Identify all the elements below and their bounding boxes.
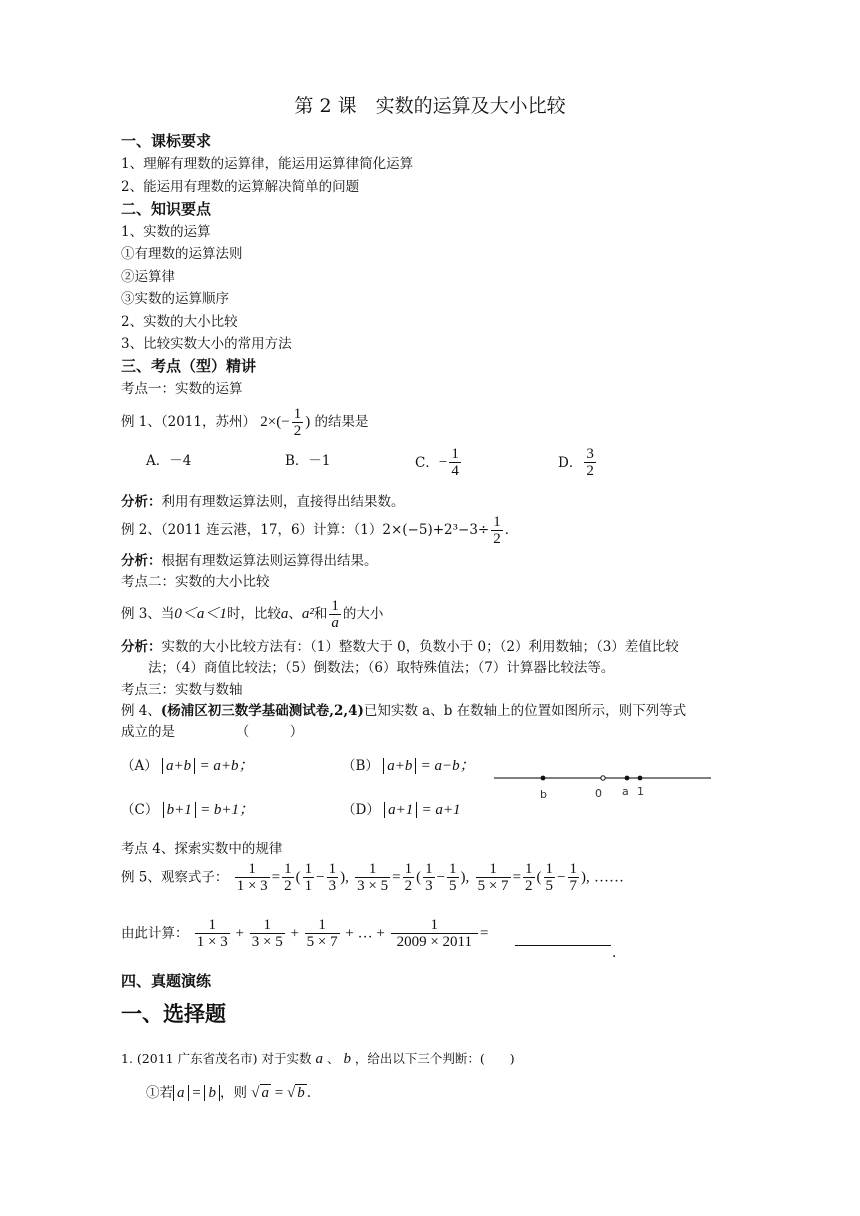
number-line-diagram [492, 766, 714, 802]
example-1-prefix: 例 1、（2011，苏州） [121, 414, 256, 430]
pattern-3-first [544, 861, 556, 894]
topic-2: 考点二：实数的大小比较 [121, 574, 270, 590]
example-2-prefix: 例 2、（2011 连云港，17，6）计算：（1）2×(−5)+2³−3÷ [121, 522, 490, 538]
option-a-abs: a+b [162, 758, 195, 774]
minus-sign: − [557, 869, 566, 886]
page-title: 第 2 课 实数的运算及大小比较 [294, 95, 566, 117]
analysis-3-line-2: 法；（4）商值比较法；（5）倒数法；（6）取特殊值法；（7）计算器比较法等。 [148, 660, 615, 676]
half-num: 1 [404, 861, 413, 877]
pattern-1-lhs-den: 1 × 3 [236, 878, 268, 894]
example-1-numerator: 1 [293, 406, 302, 422]
example-1-suffix: 的结果是 [314, 414, 369, 430]
example-1-option-d [558, 446, 598, 479]
section-heading-4: 四、真题演练 [121, 972, 212, 990]
q1-sep: 、 [326, 1051, 340, 1066]
point-one [638, 776, 643, 781]
plus-sign: + [231, 925, 248, 942]
pattern-1-first [303, 861, 315, 894]
example-1-option-c [415, 446, 463, 479]
half-den: 2 [284, 878, 292, 894]
p1-first-num: 1 [304, 861, 313, 877]
example-1 [121, 406, 369, 439]
paren-close: ), [460, 869, 470, 886]
point-b [541, 776, 546, 781]
analysis-3-label: 分析： [121, 639, 162, 655]
paren-close: ), [581, 869, 590, 886]
example-4-option-b [342, 757, 475, 775]
option-b-abs: a+b [383, 758, 416, 774]
calc-equals: = [479, 925, 489, 942]
q1-item-end: . [306, 1085, 311, 1101]
q1-sqrt-b: b [297, 1085, 305, 1101]
option-d-label-2: （D） [342, 802, 380, 818]
section-heading-3: 三、考点（型）精讲 [121, 357, 257, 375]
example-1-expr-b: ) [305, 414, 311, 430]
pattern-3-second [568, 861, 580, 894]
p3-second-den: 7 [569, 878, 577, 894]
option-d-numerator: 3 [586, 446, 594, 462]
option-b-rhs: = a−b； [420, 758, 475, 774]
example-4-source: (杨浦区初三数学基础测试卷,2,4) [160, 703, 364, 719]
example-4-text-2: 成立的是 （ ） [121, 724, 304, 740]
calc-last-num: 1 [391, 917, 478, 934]
option-a-rhs: = a+b； [199, 758, 254, 774]
section-heading-1: 一、课标要求 [121, 132, 212, 150]
answer-blank[interactable] [515, 945, 611, 946]
question-1 [121, 1050, 515, 1068]
p1-second-num: 1 [328, 861, 337, 877]
analysis-2-label: 分析： [121, 553, 162, 569]
calc-term-3-den: 5 × 7 [306, 934, 338, 950]
q1-equals: = [188, 1085, 205, 1101]
example-1-option-b: B．－1 [285, 453, 331, 469]
minus-sign: − [436, 869, 446, 886]
pattern-3-lhs-num: 1 [476, 861, 511, 878]
q1-var-a: a [315, 1051, 323, 1067]
sqrt-sign-icon: √ [251, 1085, 260, 1101]
calc-term-1 [195, 917, 230, 950]
example-2-numerator: 1 [493, 514, 501, 530]
p2-second-num: 1 [449, 861, 457, 877]
q1-sqrt-a: a [261, 1085, 269, 1101]
calc-ellipsis: … [357, 925, 373, 942]
section-heading-2: 二、知识要点 [121, 200, 212, 218]
example-1-denominator: 2 [293, 423, 302, 439]
calc-term-1-den: 1 × 3 [196, 934, 228, 950]
half-num: 1 [525, 861, 533, 877]
pattern-tail: …… [594, 869, 625, 886]
analysis-1-text: 利用有理数运算法则，直接得出结果数。 [161, 494, 405, 510]
analysis-1 [121, 493, 405, 511]
option-a-label: （A） [121, 758, 158, 774]
example-4-prefix: 例 4、 [121, 703, 161, 719]
q1-item-mid: ，则 [219, 1085, 247, 1101]
pattern-2-lhs [355, 861, 390, 894]
example-4 [121, 702, 686, 720]
example-1-expr-a: 2×(− [260, 414, 290, 430]
paren-open: ( [295, 869, 301, 886]
paren-open: ( [416, 869, 422, 886]
p2-first-num: 1 [425, 861, 433, 877]
point-zero [601, 776, 605, 780]
topic-4: 考点 4、探索实数中的规律 [121, 841, 283, 857]
example-5-calculation [121, 917, 488, 950]
q1-number: 1. [121, 1051, 133, 1066]
example-2-fraction [491, 514, 503, 547]
example-3-a-squared: a² [301, 606, 314, 622]
option-c-abs: b+1 [163, 802, 196, 818]
pattern-2-lhs-den: 3 × 5 [357, 878, 389, 894]
topic-3: 考点三：实数与数轴 [121, 682, 243, 698]
q1-abs-a: a [173, 1085, 189, 1101]
paren-close: ), [340, 869, 349, 886]
minus-sign: − [316, 869, 325, 886]
example-3-and: 和 [313, 606, 328, 622]
option-d-fraction [584, 446, 596, 479]
p2-first-den: 3 [425, 878, 433, 894]
p3-first-den: 5 [545, 878, 554, 894]
analysis-2 [121, 552, 378, 570]
plus-sign: + [372, 925, 389, 942]
label-b: b [540, 788, 547, 801]
p3-second-num: 1 [569, 861, 577, 877]
option-d-rhs: = a+1 [421, 802, 461, 818]
knowledge-item-5: 2、实数的大小比较 [121, 314, 238, 330]
knowledge-item-6: 3、比较实数大小的常用方法 [121, 336, 292, 352]
requirement-2: 2、能运用有理数的运算解决简单的问题 [121, 179, 360, 195]
p2-second-den: 5 [449, 878, 457, 894]
plus-sign: + [286, 925, 303, 942]
half-den: 2 [525, 878, 533, 894]
calc-term-2-den: 3 × 5 [251, 934, 283, 950]
knowledge-item-4: ③实数的运算顺序 [121, 291, 229, 307]
calc-term-2 [250, 917, 285, 950]
calc-prefix: 由此计算： [121, 925, 189, 942]
equals-sign: = [512, 869, 522, 886]
example-1-fraction [292, 406, 304, 439]
calc-term-2-num: 1 [250, 917, 285, 934]
example-3-suffix: 的大小 [342, 606, 384, 622]
knowledge-item-1: 1、实数的运算 [121, 224, 211, 240]
knowledge-item-3: ②运算律 [121, 269, 175, 285]
example-4-option-a [121, 757, 253, 775]
example-3-a: a [280, 606, 289, 622]
pattern-1-lhs [235, 861, 270, 894]
example-5 [121, 861, 624, 894]
example-2 [121, 514, 518, 547]
equals-sign: = [271, 869, 281, 886]
equals-sign: = [392, 869, 401, 886]
option-c-rhs: = b+1； [200, 802, 255, 818]
q1-var-b: b [343, 1051, 351, 1067]
paren-open: ( [536, 869, 542, 886]
calc-term-1-num: 1 [195, 917, 230, 934]
q1-equals-2: = [271, 1085, 287, 1101]
analysis-3-line-1: 实数的大小比较方法有：（1）整数大于 0，负数小于 0；（2）利用数轴；（3）差值比较 [161, 639, 679, 655]
example-2-suffix: ． [504, 522, 519, 538]
example-4-option-c [121, 801, 254, 819]
q1-abs-b: b [204, 1085, 220, 1101]
q1-text-2: ，给出以下三个判断：( ) [354, 1051, 515, 1066]
p1-first-den: 1 [304, 878, 313, 894]
pattern-3-lhs-den: 5 × 7 [477, 878, 509, 894]
example-3-numerator: 1 [331, 598, 339, 614]
option-c-denominator: 4 [451, 463, 459, 479]
option-d-denominator: 2 [586, 463, 594, 479]
example-4-text-1: 已知实数 a、b 在数轴上的位置如图所示，则下列等式 [363, 703, 687, 719]
example-3-prefix: 例 3、当 [121, 606, 175, 622]
option-c-label: C． [415, 454, 439, 471]
half-den: 2 [404, 878, 413, 894]
calc-term-3 [305, 917, 340, 950]
point-a [625, 776, 630, 781]
pattern-1-half [282, 861, 294, 894]
pattern-2-second [447, 861, 459, 894]
label-one: 1 [637, 785, 644, 798]
pattern-2-first [423, 861, 435, 894]
label-a: a [622, 785, 629, 798]
option-c-sign: − [438, 454, 448, 471]
q1-text-1: 对于实数 [261, 1051, 312, 1066]
pattern-1-second [327, 861, 339, 894]
question-1-item-1 [146, 1084, 311, 1102]
example-3-mid: 时，比较 [226, 606, 281, 622]
example-4-option-d [342, 801, 461, 819]
calc-term-3-num: 1 [305, 917, 340, 934]
pattern-3-lhs [476, 861, 511, 894]
knowledge-item-2: ①有理数的运算法则 [121, 246, 243, 262]
topic-1: 考点一：实数的运算 [121, 381, 243, 397]
example-3-condition: 0＜a＜1 [174, 606, 227, 622]
example-5-prefix: 例 5、观察式子： [121, 869, 229, 886]
example-3 [121, 598, 383, 631]
pattern-2-lhs-num: 1 [355, 861, 390, 878]
example-3-denominator: a [331, 615, 339, 631]
calc-last-term [391, 917, 478, 950]
example-1-option-a: A．－4 [146, 453, 192, 469]
analysis-2-text: 根据有理数运算法则运算得出结果。 [161, 553, 378, 569]
example-2-denominator: 2 [493, 531, 501, 547]
big-heading-choice: 一、选择题 [121, 1002, 226, 1026]
p1-second-den: 3 [328, 878, 337, 894]
example-3-sep: 、 [288, 606, 302, 622]
option-c-label-2: （C） [121, 802, 159, 818]
half-num: 1 [284, 861, 292, 877]
option-b-label: （B） [342, 758, 379, 774]
plus-sign: + [341, 925, 358, 942]
q1-source: (2011 广东省茂名市) [136, 1051, 258, 1066]
sqrt-sign-icon: √ [286, 1085, 296, 1101]
p3-first-num: 1 [545, 861, 554, 877]
pattern-1-lhs-num: 1 [235, 861, 270, 878]
option-c-fraction [449, 446, 461, 479]
pattern-3-half [523, 861, 535, 894]
calc-last-den: 2009 × 2011 [396, 934, 472, 950]
label-zero: 0 [595, 787, 602, 800]
calc-end: . [612, 945, 617, 961]
option-d-label: D． [558, 454, 583, 471]
option-d-abs: a+1 [384, 802, 417, 818]
analysis-3 [121, 638, 679, 656]
example-3-fraction [329, 598, 341, 631]
q1-item-prefix: ①若 [146, 1085, 173, 1101]
analysis-1-label: 分析： [121, 494, 162, 510]
pattern-2-half [403, 861, 415, 894]
requirement-1: 1、理解有理数的运算律，能运用运算律简化运算 [121, 156, 414, 172]
option-c-numerator: 1 [451, 446, 459, 462]
